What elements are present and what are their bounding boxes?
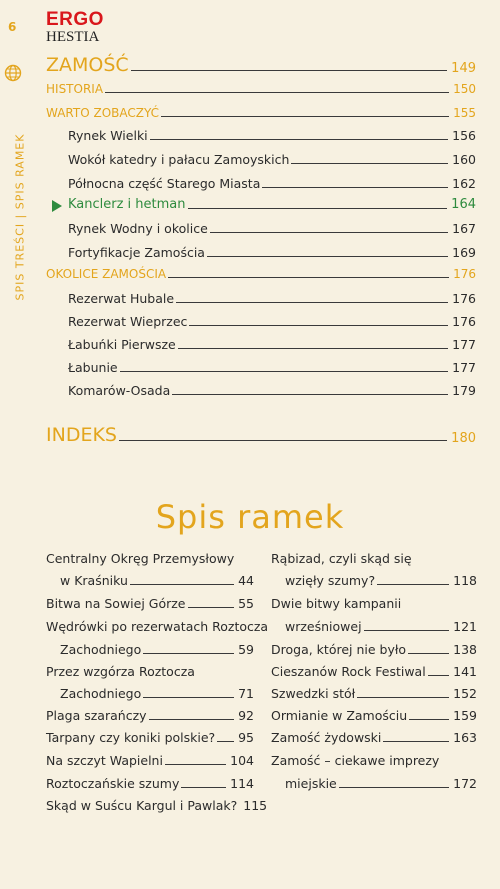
box-entry-label: Zachodniego: [60, 642, 142, 657]
toc-entry-fortyfikacje[interactable]: [68, 245, 476, 260]
box-leader-line: [377, 584, 449, 585]
toc-leader-line: [131, 70, 447, 71]
box-entry-label: Bitwa na Sowiej Górze: [46, 596, 186, 611]
box-entry-page: 138: [453, 642, 477, 657]
box-entry-sowia-gora[interactable]: [46, 596, 254, 611]
toc-entry-label: Rezerwat Wieprzec: [68, 314, 188, 329]
box-leader-line: [143, 697, 234, 698]
box-leader-line: [143, 653, 234, 654]
toc-entry-page: 156: [452, 128, 476, 143]
toc-entry-rynek-wodny[interactable]: [68, 221, 476, 236]
box-entry-szwedzki-stol[interactable]: [271, 686, 477, 701]
box-leader-line: [165, 764, 226, 765]
toc-entry-page: 176: [452, 291, 476, 306]
box-entry-label: wzięły szumy?: [285, 573, 376, 588]
toc-entry-label: Łabunie: [68, 360, 118, 375]
toc-entry-label: WARTO ZOBACZYĆ: [46, 106, 160, 120]
toc-leader-line: [119, 440, 447, 441]
toc-entry-label: INDEKS: [46, 424, 117, 446]
sidebar-section-label: SPIS TREŚCI | SPIS RAMEK: [13, 133, 27, 301]
toc-entry-page: 176: [453, 267, 476, 281]
box-entry-rabizad[interactable]: [285, 573, 477, 588]
box-leader-line: [130, 584, 234, 585]
page-number: 6: [8, 20, 17, 34]
box-entry-page: 71: [238, 686, 254, 701]
box-entry-page: 55: [238, 596, 254, 611]
globe-icon: [4, 64, 22, 86]
boxes-section-title: Spis ramek: [155, 498, 345, 536]
toc-entry-label: Wokół katedry i pałacu Zamoyskich: [68, 152, 290, 167]
toc-leader-line: [210, 232, 448, 233]
toc-entry-labunki-pierwsze[interactable]: [68, 337, 476, 352]
box-entry-page: 141: [453, 664, 477, 679]
box-entry-wapielnia[interactable]: [46, 753, 254, 768]
toc-entry-label: ZAMOŚĆ: [46, 54, 129, 76]
toc-entry-page: 179: [452, 383, 476, 398]
box-entry-label: miejskie: [285, 776, 337, 791]
toc-entry-label: Rynek Wielki: [68, 128, 148, 143]
toc-entry-label: Północna część Starego Miasta: [68, 176, 261, 191]
toc-leader-line: [207, 256, 448, 257]
toc-entry-label: OKOLICE ZAMOŚCIA: [46, 267, 167, 281]
box-entry-page: 121: [453, 619, 477, 634]
toc-entry-zamosc[interactable]: [46, 54, 476, 76]
toc-entry-wokol-katedry[interactable]: [68, 152, 476, 167]
toc-entry-rezerwat-hubale[interactable]: [68, 291, 476, 306]
toc-entry-rynek-wielki[interactable]: [68, 128, 476, 143]
box-entry-label: Zamość żydowski: [271, 730, 382, 745]
box-leader-line: [409, 719, 449, 720]
box-entry-kargul-pawlak[interactable]: [46, 798, 268, 813]
logo-line1: ERGO: [46, 9, 104, 30]
toc-entry-label: Łabuńki Pierwsze: [68, 337, 176, 352]
toc-entry-okolice-zamoscia[interactable]: [46, 267, 476, 281]
box-entry-droga[interactable]: [271, 642, 477, 657]
box-entry-page: 59: [238, 642, 254, 657]
toc-entry-label: Kanclerz i hetman: [68, 197, 186, 212]
toc-entry-rezerwat-wieprzec[interactable]: [68, 314, 476, 329]
box-entry-ormianie[interactable]: [271, 708, 477, 723]
box-entry-label: Roztoczańskie szumy: [46, 776, 180, 791]
toc-entry-komarow-osada[interactable]: [68, 383, 476, 398]
box-entry-zamosc-zydowski[interactable]: [271, 730, 477, 745]
box-entry-page: 172: [453, 776, 477, 791]
toc-entry-page: 162: [452, 176, 476, 191]
box-entry-roztoczanskie-szumy[interactable]: [46, 776, 254, 791]
box-entry-first-line: Centralny Okręg Przemysłowy: [46, 551, 235, 566]
toc-leader-line: [291, 163, 448, 164]
box-leader-line: [408, 653, 449, 654]
logo-line2: HESTIA: [46, 29, 100, 45]
play-marker-icon: [52, 200, 62, 212]
toc-entry-label: Fortyfikacje Zamościa: [68, 245, 205, 260]
box-entry-label: Plaga szarańczy: [46, 708, 147, 723]
box-entry-label: Skąd w Suścu Kargul i Pawlak?: [46, 798, 238, 813]
box-entry-cop[interactable]: [60, 573, 254, 588]
box-entry-label: Na szczyt Wapielni: [46, 753, 163, 768]
toc-entry-label: Rezerwat Hubale: [68, 291, 175, 306]
box-entry-dwie-bitwy[interactable]: [285, 619, 477, 634]
toc-entry-page: 176: [452, 314, 476, 329]
box-entry-page: 104: [230, 753, 254, 768]
box-entry-page: 44: [238, 573, 254, 588]
box-entry-label: Ormianie w Zamościu: [271, 708, 408, 723]
toc-entry-warto-zobaczyc[interactable]: [46, 106, 476, 120]
box-leader-line: [364, 630, 450, 631]
toc-entry-label: Komarów-Osada: [68, 383, 171, 398]
toc-leader-line: [150, 139, 448, 140]
box-leader-line: [383, 741, 449, 742]
toc-entry-page: 169: [452, 245, 476, 260]
toc-entry-label: HISTORIA: [46, 82, 104, 96]
box-entry-label: w Kraśniku: [60, 573, 128, 588]
box-entry-first-line: Wędrówki po rezerwatach Roztocza: [46, 619, 269, 634]
box-entry-imprezy-miejskie[interactable]: [285, 776, 477, 791]
toc-entry-page: 164: [451, 197, 476, 212]
toc-entry-historia[interactable]: [46, 82, 476, 96]
toc-entry-page: 155: [453, 106, 476, 120]
box-leader-line: [357, 697, 449, 698]
box-entry-first-line: Przez wzgórza Roztocza: [46, 664, 195, 679]
toc-leader-line: [189, 325, 448, 326]
toc-entry-page: 177: [452, 337, 476, 352]
toc-leader-line: [188, 208, 448, 209]
toc-leader-line: [178, 348, 448, 349]
toc-entry-page: 167: [452, 221, 476, 236]
box-leader-line: [181, 787, 226, 788]
toc-entry-labunie[interactable]: [68, 360, 476, 375]
toc-entry-indeks[interactable]: [46, 424, 476, 446]
box-entry-label: wrześniowej: [285, 619, 362, 634]
box-entry-label: Droga, której nie było: [271, 642, 407, 657]
box-entry-page: 118: [453, 573, 477, 588]
box-entry-przez-wzgorza[interactable]: [60, 686, 254, 701]
box-entry-page: 92: [238, 708, 254, 723]
box-entry-plaga-szaranczy[interactable]: [46, 708, 254, 723]
box-leader-line: [188, 607, 235, 608]
box-entry-page: 159: [453, 708, 477, 723]
box-entry-first-line: Rąbizad, czyli skąd się: [271, 551, 412, 566]
box-entry-tarpany[interactable]: [46, 730, 254, 745]
box-entry-wedrowki[interactable]: [60, 642, 254, 657]
toc-entry-page: 149: [451, 61, 476, 76]
box-entry-page: 95: [238, 730, 254, 745]
box-entry-first-line: Zamość – ciekawe imprezy: [271, 753, 440, 768]
toc-leader-line: [161, 116, 449, 117]
toc-entry-polnocna-czesc[interactable]: [68, 176, 476, 191]
box-leader-line: [428, 675, 449, 676]
box-entry-cieszanow-rock[interactable]: [271, 664, 477, 679]
toc-leader-line: [176, 302, 448, 303]
toc-entry-label: Rynek Wodny i okolice: [68, 221, 208, 236]
toc-entry-page: 160: [452, 152, 476, 167]
box-entry-page: 115: [243, 798, 268, 813]
box-entry-page: 152: [453, 686, 477, 701]
box-entry-page: 163: [453, 730, 477, 745]
box-leader-line: [217, 741, 234, 742]
toc-leader-line: [168, 277, 449, 278]
toc-entry-page: 177: [452, 360, 476, 375]
box-leader-line: [339, 787, 449, 788]
box-entry-first-line: Dwie bitwy kampanii: [271, 596, 402, 611]
box-entry-label: Zachodniego: [60, 686, 142, 701]
toc-entry-kanclerz-i-hetman[interactable]: [68, 197, 476, 212]
box-entry-label: Cieszanów Rock Festiwal: [271, 664, 426, 679]
toc-leader-line: [105, 92, 449, 93]
toc-leader-line: [172, 394, 448, 395]
toc-leader-line: [120, 371, 449, 372]
toc-entry-page: 180: [451, 431, 476, 446]
box-entry-page: 114: [230, 776, 254, 791]
box-leader-line: [149, 719, 235, 720]
box-entry-label: Szwedzki stół: [271, 686, 356, 701]
toc-leader-line: [262, 187, 448, 188]
ergo-hestia-logo: [46, 10, 104, 45]
toc-entry-page: 150: [453, 82, 476, 96]
box-entry-label: Tarpany czy koniki polskie?: [46, 730, 216, 745]
